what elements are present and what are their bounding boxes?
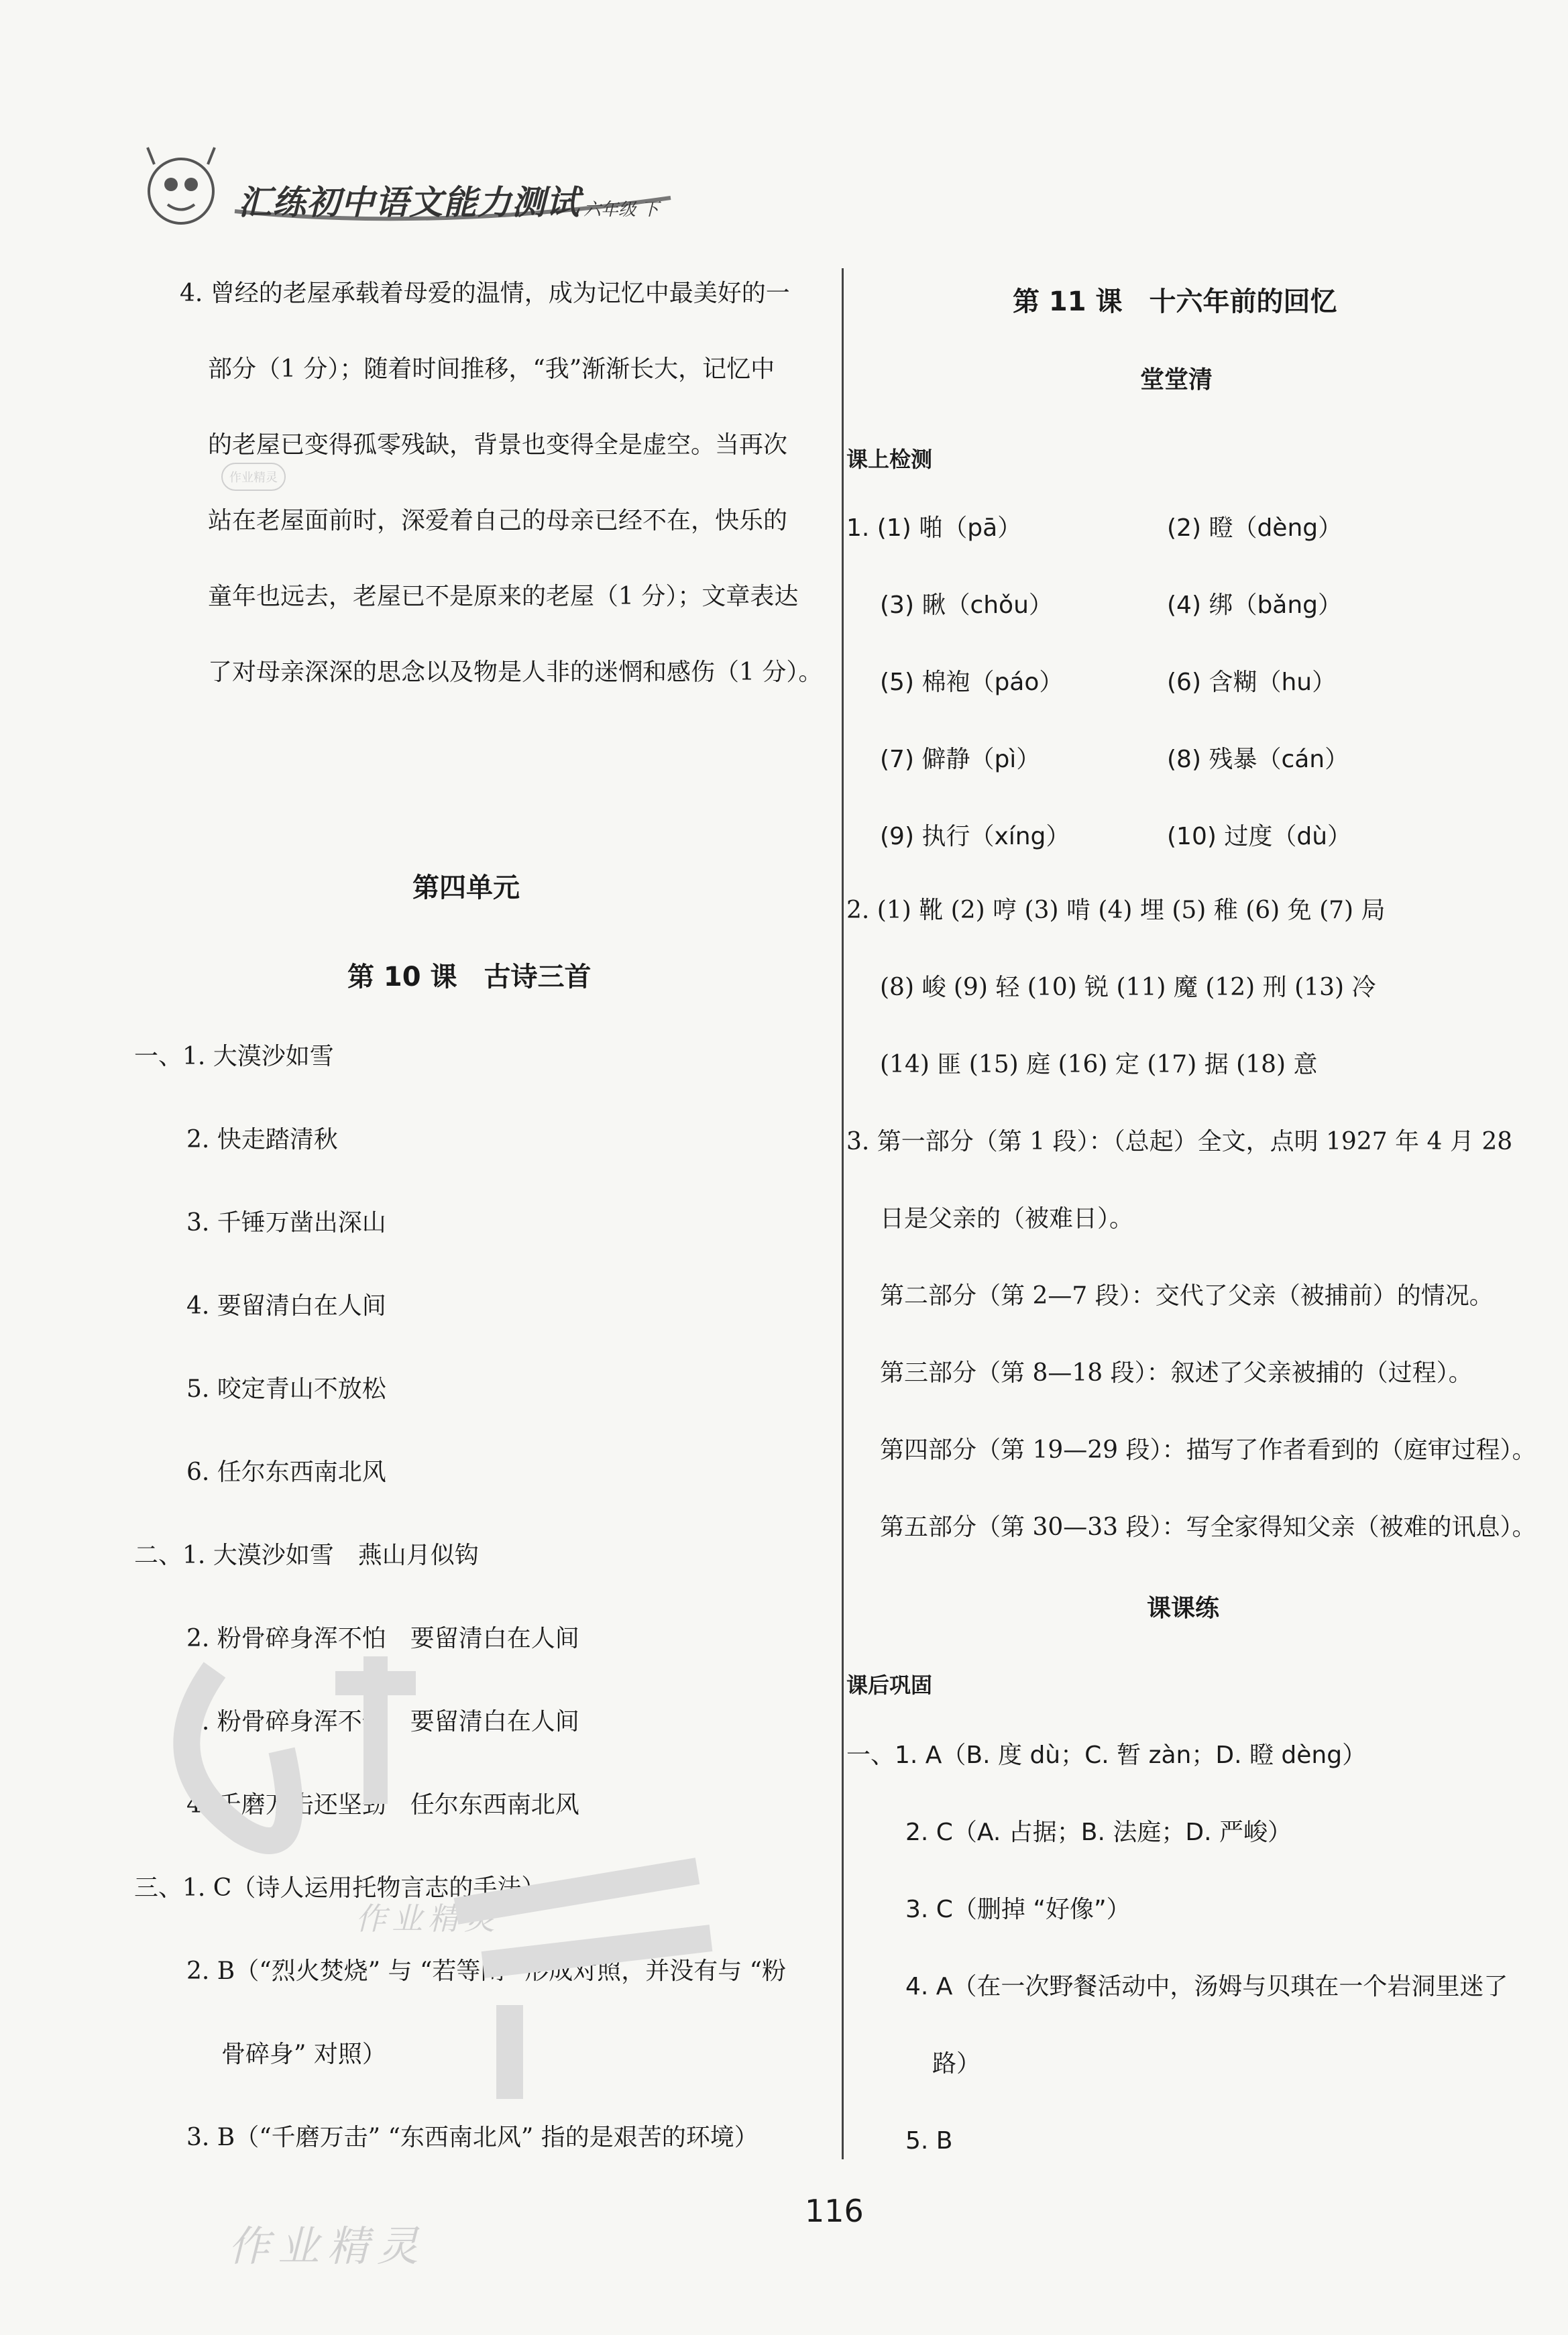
answer-line: 4. 千磨万击还坚劲 任尔东西南北风 [186,1791,579,1819]
answer-line: 4. 要留清白在人间 [186,1292,386,1320]
answer-line: 一、1. 大漠沙如雪 [134,1043,334,1070]
answer-line: 4. 曾经的老屋承载着母爱的温情，成为记忆中最美好的一 [180,280,790,307]
column-divider [842,268,844,2159]
section-title: 堂堂清 [1140,366,1213,394]
answer-line: 第五部分（第 30—33 段）：写全家得知父亲（被难的讯息）。 [880,1514,1536,1541]
answer-line: (14) 匪 (15) 庭 (16) 定 (17) 据 (18) 意 [880,1051,1318,1078]
answer-line: 2. 粉骨碎身浑不怕 要留清白在人间 [186,1625,579,1652]
answer-line: 三、1. C（诗人运用托物言志的手法） [134,1874,546,1902]
answer-line: (4) 绑（bǎng） [1167,591,1343,619]
lesson-title: 第 11 课 十六年前的回忆 [1013,286,1337,317]
answer-line: 2. (1) 靴 (2) 哼 (3) 啃 (4) 埋 (5) 稚 (6) 免 (7) 局 [846,897,1386,924]
answer-line: 路） [932,2050,981,2077]
answer-line: 6. 任尔东西南北风 [186,1459,386,1486]
answer-line: 二、1. 大漠沙如雪 燕山月似钩 [134,1542,479,1569]
answer-line: (9) 执行（xíng） [880,823,1070,850]
answer-line: 了对母亲深深的思念以及物是人非的迷惘和感伤（1 分）。 [208,659,823,686]
mascot-icon [148,148,215,223]
answer-line: (7) 僻静（pì） [880,746,1041,773]
answer-line: (2) 瞪（dèng） [1167,514,1343,542]
answer-line: 日是父亲的（被难日）。 [880,1205,1134,1233]
answer-line: 的老屋已变得孤零残缺，背景也变得全是虚空。当再次 [208,431,788,459]
answer-line: (10) 过度（dù） [1167,823,1352,850]
answer-line: 3. 千锤万凿出深山 [186,1209,386,1237]
unit-title: 第四单元 [412,872,520,903]
brand-title: 汇练初中语文能力测试 [238,183,580,222]
answer-line: 2. C（A. 占据；B. 法庭；D. 严峻） [905,1819,1292,1846]
subsection-title: 课上检测 [846,447,933,472]
answer-line: 5. B [905,2127,953,2155]
answer-line: 一、1. A（B. 度 dù；C. 暂 zàn；D. 瞪 dèng） [846,1742,1367,1769]
answer-line: 5. 咬定青山不放松 [186,1375,386,1403]
watermark-text: 作业精灵 [355,1900,500,1937]
answer-line: (6) 含糊（hu） [1167,669,1337,696]
watermark-logo [134,1630,738,2099]
answer-line: 2. 快走踏清秋 [186,1126,338,1153]
answer-line: (5) 棉袍（páo） [880,669,1064,696]
brand-grade: 六年级 下 [583,200,659,220]
answer-line: (3) 瞅（chǒu） [880,591,1053,619]
lesson-title: 第 10 课 古诗三首 [347,962,592,992]
answer-line: 站在老屋面前时，深爱着自己的母亲已经不在，快乐的 [208,507,788,534]
subsection-title: 课后巩固 [846,1672,933,1698]
answer-line: 3. B（“千磨万击” “东西南北风” 指的是艰苦的环境） [186,2124,759,2151]
section-title: 课课练 [1147,1595,1220,1622]
answer-line: 4. A（在一次野餐活动中，汤姆与贝琪在一个岩洞里迷了 [905,1973,1508,2000]
answer-line: (8) 峻 (9) 轻 (10) 锐 (11) 魔 (12) 刑 (13) 冷 [880,974,1376,1001]
answer-line: 第二部分（第 2—7 段）：交代了父亲（被捕前）的情况。 [880,1282,1494,1310]
answer-line: 第四部分（第 19—29 段）：描写了作者看到的（庭审过程）。 [880,1436,1536,1464]
answer-line: 1. (1) 啪（pā） [846,514,1022,542]
answer-line: 骨碎身” 对照） [221,2041,386,2068]
answer-line: 童年也远去，老屋已不是原来的老屋（1 分）；文章表达 [208,583,799,610]
watermark-stamp: 作业精灵 [221,463,286,491]
answer-line: 第三部分（第 8—18 段）：叙述了父亲被捕的（过程）。 [880,1359,1473,1387]
answer-line: 3. 第一部分（第 1 段）：（总起）全文，点明 1927 年 4 月 28 [846,1128,1513,1155]
watermark-text: 作业精灵 [228,2222,427,2271]
answer-line: 3. 粉骨碎身浑不怕 要留清白在人间 [186,1708,579,1735]
page-number: 116 [805,2193,864,2229]
answer-line: 2. B（“烈火焚烧” 与 “若等闲” 形成对照，并没有与 “粉 [186,1957,787,1985]
answer-line: 3. C（删掉 “好像”） [905,1896,1131,1923]
answer-line: 部分（1 分）；随着时间推移，“我”渐渐长大，记忆中 [208,355,775,383]
answer-line: (8) 残暴（cán） [1167,746,1349,773]
